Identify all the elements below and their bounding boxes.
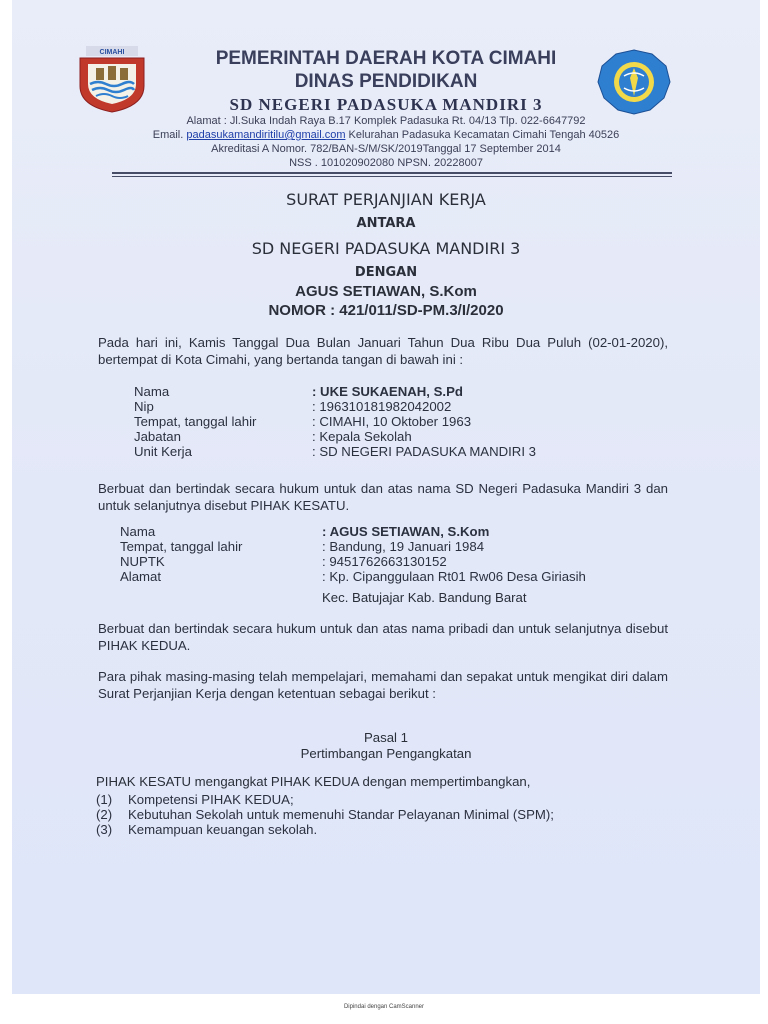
detail-label: Nama bbox=[134, 384, 170, 399]
detail-value: : AGUS SETIAWAN, S.Kom bbox=[322, 524, 490, 539]
detail-value: : Kepala Sekolah bbox=[312, 429, 412, 444]
list-item-number: (2) bbox=[96, 807, 113, 822]
detail-row bbox=[134, 384, 694, 400]
detail-label: Jabatan bbox=[134, 429, 181, 444]
detail-value: : UKE SUKAENAH, S.Pd bbox=[312, 384, 463, 399]
header-nss: NSS . 101020902080 NPSN. 20228007 bbox=[289, 157, 483, 169]
detail-row bbox=[134, 399, 694, 415]
header-divider bbox=[112, 172, 672, 174]
header-school: SD NEGERI PADASUKA MANDIRI 3 bbox=[229, 95, 543, 114]
detail-row bbox=[120, 569, 680, 585]
title-school: SD NEGERI PADASUKA MANDIRI 3 bbox=[251, 239, 521, 258]
detail-label: Alamat bbox=[120, 569, 162, 584]
detail-value: : 9451762663130152 bbox=[322, 554, 447, 569]
detail-row bbox=[120, 524, 680, 540]
detail-value: : CIMAHI, 10 Oktober 1963 bbox=[312, 414, 472, 429]
list-item-number: (3) bbox=[96, 822, 113, 837]
document-page bbox=[12, 0, 760, 994]
detail-label: Unit Kerja bbox=[134, 444, 192, 459]
detail-label: Tempat, tanggal lahir bbox=[134, 414, 257, 429]
logo-caption: CIMAHI bbox=[99, 49, 125, 56]
detail-value: : Kp. Cipanggulaan Rt01 Rw06 Desa Giriasih bbox=[322, 569, 586, 584]
list-item-text: Kebutuhan Sekolah untuk memenuhi Standar Pelayanan Minimal (SPM); bbox=[128, 807, 554, 822]
detail-value: : 196310181982042002 bbox=[312, 399, 452, 414]
list-item-text: Kompetensi PIHAK KEDUA; bbox=[128, 792, 294, 807]
party-two-address-cont: Kec. Batujajar Kab. Bandung Barat bbox=[322, 590, 527, 605]
detail-label: Tempat, tanggal lahir bbox=[120, 539, 243, 554]
header-address: Alamat : Jl.Suka Indah Raya B.17 Komplek Padasuka Rt. 04/13 Tlp. 022-6647792 bbox=[186, 115, 586, 127]
detail-row bbox=[120, 554, 680, 570]
detail-value: : SD NEGERI PADASUKA MANDIRI 3 bbox=[312, 444, 536, 459]
pasal-title: Pasal 1 bbox=[364, 730, 408, 745]
detail-value: : Bandung, 19 Januari 1984 bbox=[322, 539, 485, 554]
document-title: SURAT PERJANJIAN KERJA bbox=[286, 190, 486, 209]
pasal-lead: PIHAK KESATU mengangkat PIHAK KEDUA dengan mempertimbangkan, bbox=[96, 774, 531, 789]
party-two-statement: Berbuat dan bertindak secara hukum untuk dan atas nama pribadi dan untuk selanjutnya disebut PIHAK KEDUA. bbox=[98, 621, 668, 653]
header-department: DINAS PENDIDIKAN bbox=[294, 71, 478, 92]
party-one-statement: Berbuat dan bertindak secara hukum untuk dan atas nama SD Negeri Padasuka Mandiri 3 dan untuk selanjutnya disebut PIHAK KESATU. bbox=[98, 481, 668, 513]
school-email-link[interactable]: padasukamandiritilu@gmail.com bbox=[186, 129, 346, 141]
list-item-number: (1) bbox=[96, 792, 113, 807]
header-accreditation: Akreditasi A Nomor. 782/BAN-S/M/SK/2019Tanggal 17 September 2014 bbox=[211, 143, 561, 155]
email-line-rest: Kelurahan Padasuka Kecamatan Cimahi Tengah 40526 bbox=[348, 129, 620, 141]
detail-label: Nip bbox=[134, 399, 154, 414]
detail-row bbox=[134, 429, 694, 445]
detail-row bbox=[120, 539, 680, 555]
scanner-footer: Dipindai dengan CamScanner bbox=[343, 1004, 425, 1010]
header-government: PEMERINTAH DAERAH KOTA CIMAHI bbox=[215, 48, 557, 69]
document-number: NOMOR : 421/011/SD-PM.3/I/2020 bbox=[268, 302, 504, 319]
title-person: AGUS SETIAWAN, S.Kom bbox=[295, 283, 477, 300]
agreement-paragraph: Para pihak masing-masing telah mempelajari, memahami dan sepakat untuk mengikat diri dalam Surat Perjanjian Kerja dengan ketentuan sebagai berikut : bbox=[98, 669, 668, 701]
detail-row bbox=[134, 414, 694, 430]
intro-paragraph: Pada hari ini, Kamis Tanggal Dua Bulan Januari Tahun Dua Ribu Dua Puluh (02-01-2020), bertempat di Kota Cimahi, yang bertanda tangan di bawah ini : bbox=[98, 335, 668, 367]
list-item-text: Kemampuan keuangan sekolah. bbox=[128, 822, 318, 837]
email-label: Email. bbox=[152, 129, 184, 141]
detail-row bbox=[134, 444, 694, 460]
header-divider-thin bbox=[112, 176, 672, 177]
header-email-line bbox=[12, 129, 760, 141]
detail-label: NUPTK bbox=[120, 554, 165, 569]
title-antara: ANTARA bbox=[356, 216, 416, 231]
title-dengan: DENGAN bbox=[354, 265, 418, 280]
pasal-subtitle: Pertimbangan Pengangkatan bbox=[300, 746, 472, 761]
detail-label: Nama bbox=[120, 524, 156, 539]
